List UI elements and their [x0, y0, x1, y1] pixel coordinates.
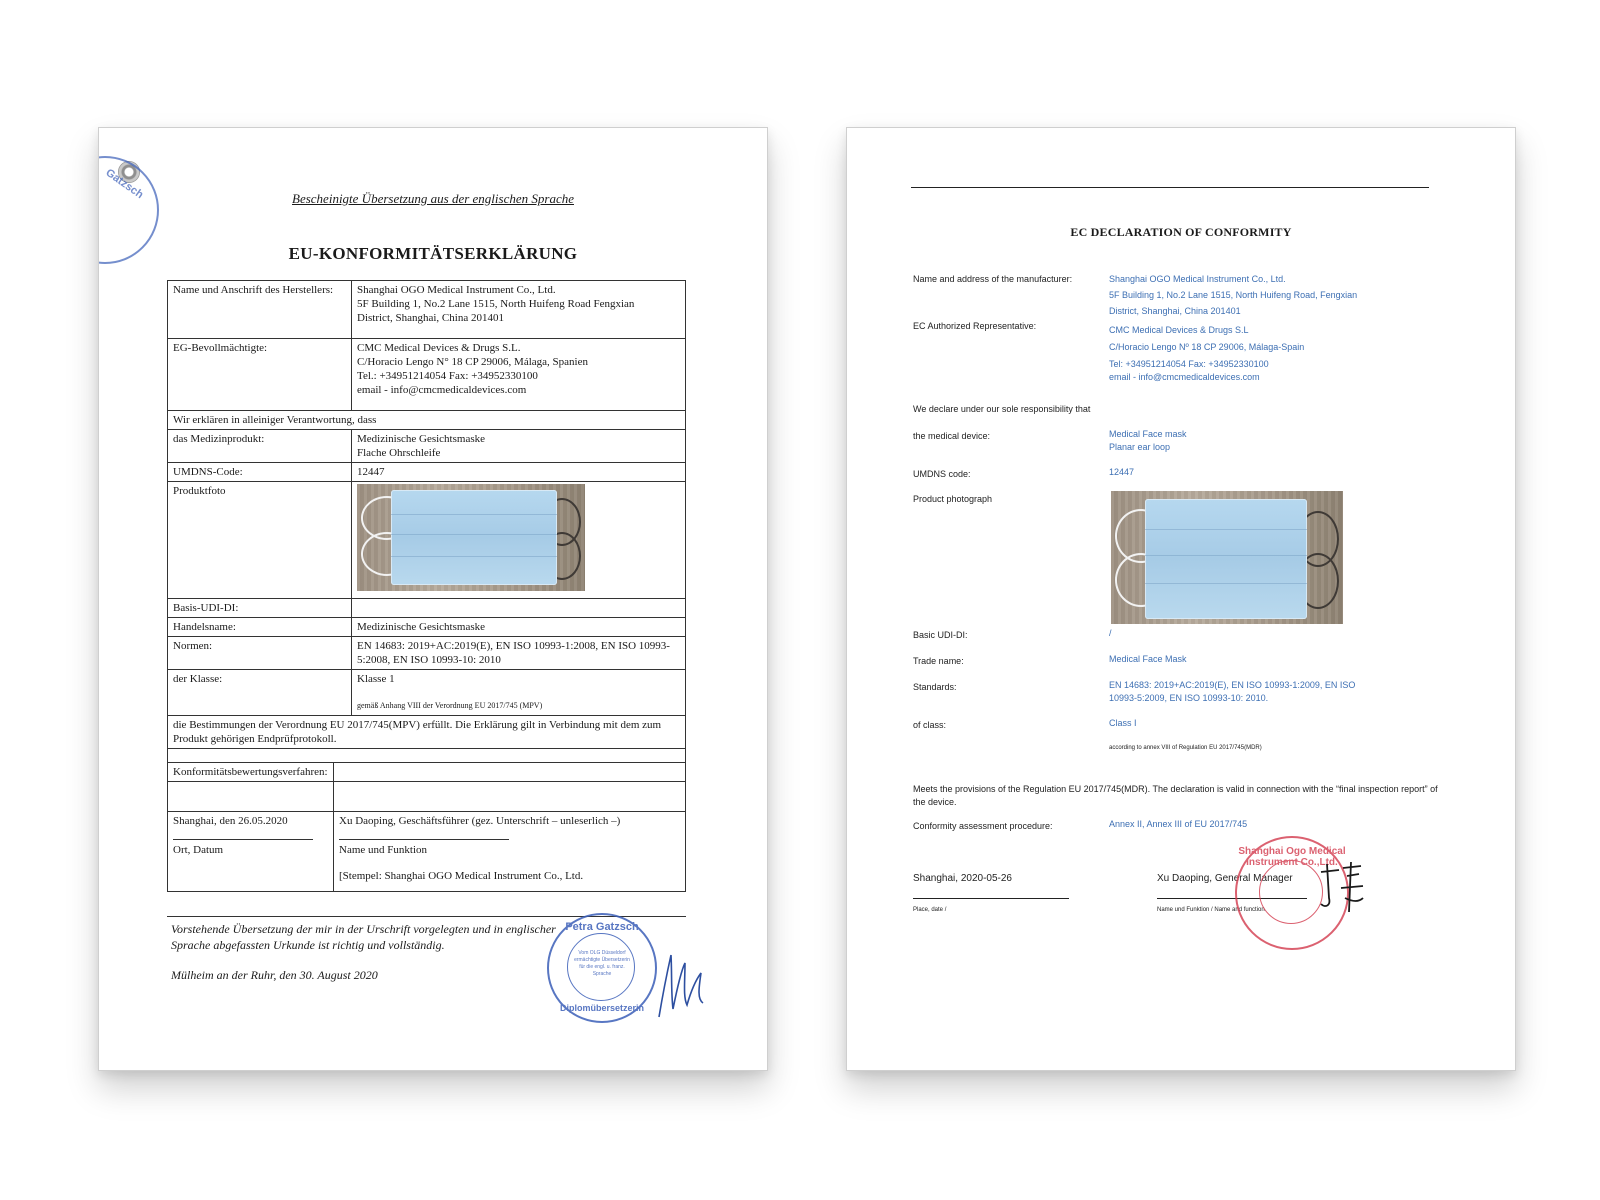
page-title: EU-KONFORMITÄTSERKLÄRUNG: [288, 244, 578, 263]
udi-label: Basis-UDI-DI:: [168, 599, 352, 618]
face-mask-image: [1145, 499, 1307, 619]
signer-label: Name und Funktion: [339, 844, 427, 856]
trade-label: Trade name:: [913, 656, 964, 666]
product-photo: [1111, 491, 1343, 624]
company-seal: Shanghai Ogo Medical Instrument Co.,Ltd.: [1235, 836, 1349, 950]
table-row: [168, 482, 686, 599]
umdns-label: UMDNS-Code:: [168, 463, 352, 482]
translation-certification: Vorstehende Übersetzung der mir in der Urschrift vorgelegten und in englischer Sprache abgefassten Urkunde ist richtig und vollständig.: [171, 922, 556, 952]
udi-value: /: [1109, 628, 1112, 638]
signer-label: Name und Funktion / Name and function: [1157, 907, 1265, 913]
corner-stamp: Gatzsch: [98, 156, 159, 264]
translator-stamp: Petra Gatzsch Vom OLG Düsseldorf ermächtigte Übersetzerin für die engl. u. franz. Sprache Diplomübersetzerin: [547, 913, 657, 1023]
place-date-label: Place, date /: [913, 907, 947, 913]
place-date-line: [913, 898, 1069, 899]
conformity-label: Conformity assessment procedure:: [913, 821, 1053, 831]
translation-date: Mülheim an der Ruhr, den 30. August 2020: [171, 968, 378, 982]
norms-value: EN 14683: 2019+AC:2019(E), EN ISO 10993-1:2008, EN ISO 10993-5:2008, EN ISO 10993-10: 2010: [352, 637, 686, 670]
signer: Xu Daoping, Geschäftsführer (gez. Unterschrift – unleserlich –): [339, 815, 621, 827]
class-label: of class:: [913, 720, 947, 730]
udi-value: [352, 599, 686, 618]
table-row: [168, 716, 686, 749]
table-row: [168, 281, 686, 339]
manager-signature: [1317, 858, 1367, 918]
photo-label: Produktfoto: [168, 482, 352, 599]
place-date: Shanghai, 2020-05-26: [913, 873, 1012, 884]
class-note: according to annex VIII of Regulation EU 2017/745(MDR): [1109, 745, 1262, 751]
rep-value: CMC Medical Devices & Drugs S.L. C/Horacio Lengo N° 18 CP 29006, Málaga, Spanien Tel.: +34951214054 Fax: +34952330100 email - info@cmcmedicaldevices.com: [352, 339, 686, 411]
product-photo: [357, 484, 585, 591]
photo-label: Product photograph: [913, 494, 993, 504]
device-value: Medizinische Gesichtsmaske Flache Ohrschleife: [352, 430, 686, 463]
table-row: [168, 463, 686, 482]
trade-label: Handelsname:: [168, 618, 352, 637]
header-rule: [911, 187, 1429, 188]
class-value: Class I: [1109, 718, 1137, 728]
page-title: EC DECLARATION OF CONFORMITY: [1070, 225, 1292, 239]
table-row: [168, 670, 686, 716]
place-date-label: Ort, Datum: [173, 844, 224, 856]
company-stamp-note: [Stempel: Shanghai OGO Medical Instrument Co., Ltd.: [339, 870, 584, 882]
provisions-text: Meets the provisions of the Regulation EU 2017/745(MDR). The declaration is valid in connection with the “final inspection report” of the device.: [913, 784, 1438, 807]
manufacturer-value: Shanghai OGO Medical Instrument Co., Ltd. 5F Building 1, No.2 Lane 1515, North Huifeng Road, Fengxian District, Shanghai, China 201401: [1109, 274, 1358, 316]
device-label: das Medizinprodukt:: [168, 430, 352, 463]
umdns-value: 12447: [1109, 467, 1135, 477]
device-value: Medical Face mask Planar ear loop: [1109, 429, 1187, 452]
trade-value: Medical Face Mask: [1109, 654, 1187, 664]
manufacturer-value: Shanghai OGO Medical Instrument Co., Ltd. 5F Building 1, No.2 Lane 1515, North Huifeng Road Fengxian District, Shanghai, China 201401: [352, 281, 686, 339]
english-declaration-page: [846, 127, 1516, 1071]
declare-text: We declare under our sole responsibility that: [913, 404, 1091, 414]
class-value: Klasse 1 gemäß Anhang VIII der Verordnung EU 2017/745 (MPV): [352, 670, 686, 716]
provisions-text: die Bestimmungen der Verordnung EU 2017/745(MPV) erfüllt. Die Erklärung gilt in Verbindung mit dem zum Produkt gehörigen Endprüfprotokoll.: [168, 716, 686, 749]
norms-label: Normen:: [168, 637, 352, 670]
declaration-table: [167, 280, 686, 763]
table-row: [168, 749, 686, 763]
german-declaration-page: [98, 127, 768, 1071]
device-label: the medical device:: [913, 431, 991, 441]
manufacturer-label: Name und Anschrift des Herstellers:: [168, 281, 352, 339]
conformity-value: Annex II, Annex III of EU 2017/745: [1109, 819, 1248, 829]
signer: Xu Daoping, General Manager: [1157, 873, 1293, 884]
umdns-label: UMDNS code:: [913, 469, 971, 479]
table-row: [168, 782, 686, 812]
table-row: [168, 618, 686, 637]
face-mask-image: [391, 490, 557, 585]
trade-value: Medizinische Gesichtsmaske: [352, 618, 686, 637]
class-label: der Klasse:: [168, 670, 352, 716]
table-row: [168, 411, 686, 430]
table-row: [168, 763, 686, 782]
place-date: Shanghai, den 26.05.2020: [173, 815, 288, 827]
rep-label: EG-Bevollmächtigte:: [168, 339, 352, 411]
manufacturer-label: Name and address of the manufacturer:: [913, 274, 1073, 284]
standards-value: EN 14683: 2019+AC:2019(E), EN ISO 10993-1:2009, EN ISO 10993-5:2009, EN ISO 10993-10: 2010.: [1109, 680, 1356, 703]
translator-signature: [653, 943, 713, 1023]
table-row: [168, 339, 686, 411]
umdns-value: 12447: [352, 463, 686, 482]
table-row: [168, 637, 686, 670]
udi-label: Basic UDI-DI:: [913, 630, 968, 640]
translation-header: Bescheinigte Übersetzung aus der englischen Sprache: [292, 191, 574, 206]
declare-text: Wir erklären in alleiniger Verantwortung, dass: [168, 411, 686, 430]
standards-label: Standards:: [913, 682, 957, 692]
table-row: [168, 812, 686, 892]
table-row: [168, 430, 686, 463]
class-note: gemäß Anhang VIII der Verordnung EU 2017/745 (MPV): [357, 701, 543, 710]
rep-value: CMC Medical Devices & Drugs S.L C/Horacio Lengo Nº 18 CP 29006, Málaga-Spain Tel: +34951214054 Fax: +34952330100 email - info@cmcmedicaldevices.com: [1109, 325, 1305, 382]
conformity-label: Konformitätsbewertungsverfahren:: [168, 763, 334, 782]
signature-table: [167, 762, 686, 892]
rep-label: EC Authorized Representative:: [913, 321, 1037, 331]
table-row: [168, 599, 686, 618]
